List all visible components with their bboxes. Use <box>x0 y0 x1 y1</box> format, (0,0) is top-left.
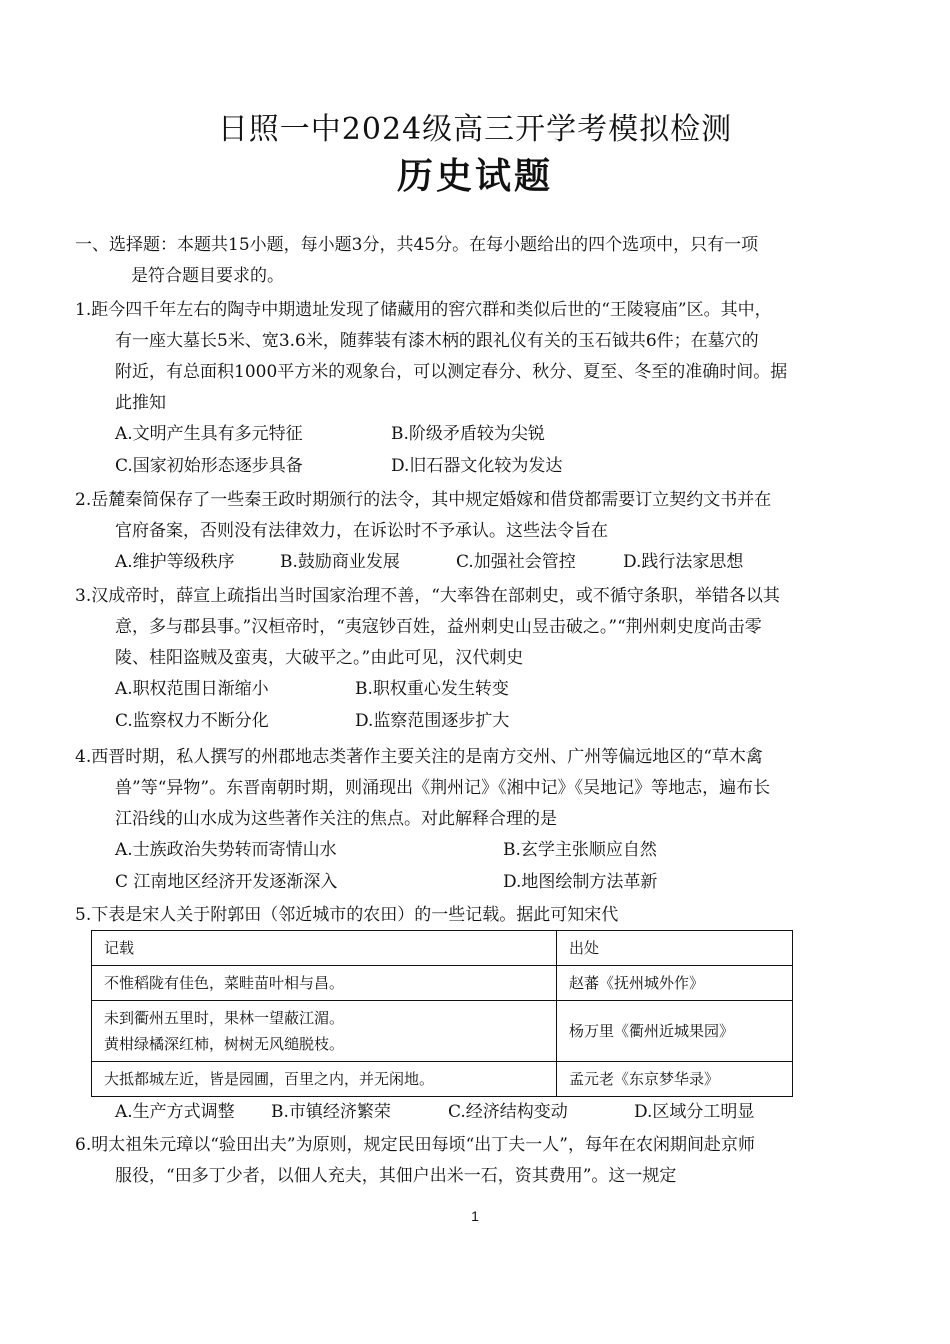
q4-option-c[interactable]: C 江南地区经济开发逐渐深入 <box>115 872 338 892</box>
question-3 <box>75 581 865 738</box>
q1-option-b[interactable]: B.阶级矛盾较为尖锐 <box>391 424 545 444</box>
exam-subtitle: 历史试题 <box>396 155 553 197</box>
q1-line-1: 1.距今四千年左右的陶寺中期遗址发现了储藏用的窖穴群和类似后世的“王陵寝庙”区。其中， <box>75 300 772 320</box>
section-line-2: 是符合题目要求的。 <box>131 266 284 286</box>
q1-options-row-2 <box>75 451 865 483</box>
q5-options-row <box>75 1097 865 1129</box>
table-header-row <box>92 931 793 966</box>
q4-line-3: 江沿线的山水成为这些著作关注的焦点。对此解释合理的是 <box>115 809 557 829</box>
question-4 <box>75 742 865 899</box>
q1-line-2: 有一座大墓长5米、宽3.6米，随葬装有漆木柄的跟礼仪有关的玉石钺共6件；在墓穴的 <box>115 331 759 351</box>
exam-title: 日照一中2024级高三开学考模拟检测 <box>217 112 733 147</box>
q2-option-c[interactable]: C.加强社会管控 <box>456 552 576 572</box>
q1-option-d[interactable]: D.旧石器文化较为发达 <box>391 456 563 476</box>
table-cell-record <box>92 966 557 1001</box>
question-6 <box>75 1130 865 1192</box>
q3-options-row-2 <box>75 706 865 738</box>
q3-line-3: 陵、桂阳盗贼及蛮夷，大破平之。”由此可见，汉代刺史 <box>115 648 524 668</box>
table-cell-source: 赵蕃《抚州城外作》 <box>557 966 793 1001</box>
record-line: 黄柑绿橘深红柿，树树无风缒脱枝。 <box>104 1035 345 1053</box>
table-header-source: 出处 <box>557 931 793 966</box>
q2-option-b[interactable]: B.鼓励商业发展 <box>280 552 400 572</box>
table-cell-record <box>92 1062 557 1097</box>
q2-options-row <box>75 547 865 579</box>
q1-line-4: 此推知 <box>115 393 166 413</box>
q2-option-d[interactable]: D.践行法家思想 <box>623 552 744 572</box>
question-2 <box>75 485 865 579</box>
q4-option-d[interactable]: D.地图绘制方法革新 <box>503 872 658 892</box>
table-cell-source: 杨万里《衢州近城果园》 <box>557 1001 793 1062</box>
q2-line-2: 官府备案，否则没有法律效力，在诉讼时不予承认。这些法令旨在 <box>115 521 608 541</box>
q5-option-a[interactable]: A.生产方式调整 <box>115 1102 235 1122</box>
q4-line-2: 兽”等“异物”。东晋南朝时期，则涌现出《荆州记》《湘中记》《吴地记》等地志，遍布长 <box>115 778 771 798</box>
table-row <box>92 1001 793 1062</box>
record-line: 未到衢州五里时，果林一望蔽江湄。 <box>104 1009 345 1027</box>
q5-option-b[interactable]: B.市镇经济繁荣 <box>271 1102 391 1122</box>
q5-option-d[interactable]: D.区域分工明显 <box>634 1102 755 1122</box>
q3-line-2: 意，多与郡县事。”汉桓帝时，“夷寇钞百姓，益州刺史山昱击破之。”“荆州刺史度尚击零 <box>115 617 762 637</box>
record-line: 大抵都城左近，皆是园圃，百里之内，并无闲地。 <box>104 1070 435 1088</box>
page-number: 1 <box>471 1208 479 1224</box>
q3-option-b[interactable]: B.职权重心发生转变 <box>355 679 509 699</box>
q1-options-row-1 <box>75 419 865 451</box>
table-row <box>92 966 793 1001</box>
section-instructions <box>75 230 865 292</box>
question-1 <box>75 295 865 483</box>
q3-option-a[interactable]: A.职权范围日渐缩小 <box>115 679 269 699</box>
q1-option-c[interactable]: C.国家初始形态逐步具备 <box>115 456 303 476</box>
table-cell-record <box>92 1001 557 1062</box>
q2-line-1: 2.岳麓秦简保存了一些秦王政时期颁行的法令，其中规定婚嫁和借贷都需要订立契约文书并在 <box>75 490 772 510</box>
q6-line-2: 服役，“田多丁少者，以佃人充夫，其佃户出米一石，资其费用”。这一规定 <box>115 1166 677 1186</box>
q4-option-b[interactable]: B.玄学主张顺应自然 <box>503 840 657 860</box>
q5-line-1: 5.下表是宋人关于附郭田（邻近城市的农田）的一些记载。据此可知宋代 <box>75 905 619 925</box>
table-header-record: 记载 <box>92 931 557 966</box>
table-cell-source: 孟元老《东京梦华录》 <box>557 1062 793 1097</box>
q4-option-a[interactable]: A.士族政治失势转而寄情山水 <box>115 840 337 860</box>
records-table <box>91 930 793 1097</box>
q6-line-1: 6.明太祖朱元璋以“验田出夫”为原则，规定民田每顷“出丁夫一人”，每年在农闲期间赴京师 <box>75 1135 755 1155</box>
q3-line-1: 3.汉成帝时，薛宣上疏指出当时国家治理不善，“大率咎在部刺史，或不循守条职，举错各以其 <box>75 586 780 606</box>
q3-options-row-1 <box>75 674 865 706</box>
q1-line-3: 附近，有总面积1000平方米的观象台，可以测定春分、秋分、夏至、冬至的准确时间。据 <box>115 362 788 382</box>
q4-options-row-1 <box>75 835 865 867</box>
section-line-1: 一、选择题：本题共15小题，每小题3分，共45分。在每小题给出的四个选项中，只有一项 <box>75 235 759 255</box>
q2-option-a[interactable]: A.维护等级秩序 <box>115 552 235 572</box>
q3-option-c[interactable]: C.监察权力不断分化 <box>115 711 269 731</box>
table-row <box>92 1062 793 1097</box>
q3-option-d[interactable]: D.监察范围逐步扩大 <box>355 711 510 731</box>
q5-options <box>75 1097 865 1129</box>
question-5 <box>75 900 865 931</box>
q1-option-a[interactable]: A.文明产生具有多元特征 <box>115 424 303 444</box>
q4-options-row-2 <box>75 867 865 899</box>
q4-line-1: 4.西晋时期，私人撰写的州郡地志类著作主要关注的是南方交州、广州等偏远地区的“草木禽 <box>75 747 763 767</box>
record-line: 不惟稻陇有佳色，菜畦苗叶相与昌。 <box>104 974 345 992</box>
q5-option-c[interactable]: C.经济结构变动 <box>448 1102 568 1122</box>
